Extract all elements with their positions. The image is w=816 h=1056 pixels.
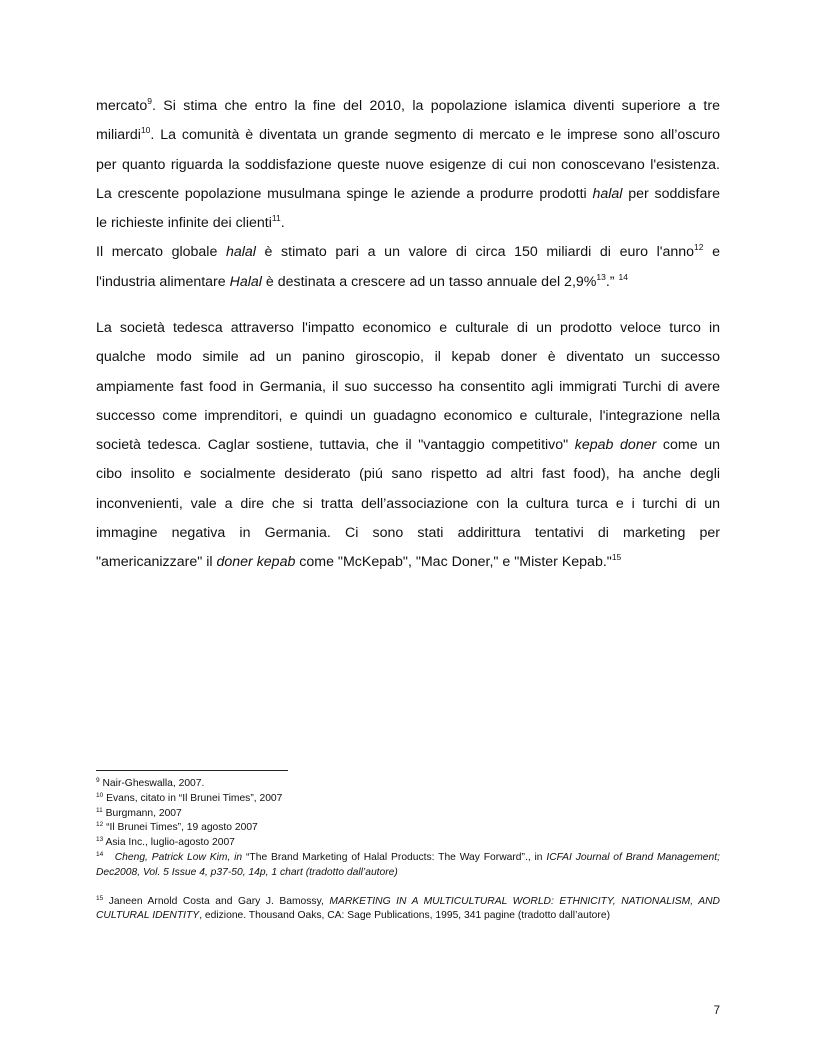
text-line: l'industria alimentare Halal è destinata a crescere ad un tasso annuale del 2,9%$^{13}$.” $^{14}$ (96, 271, 628, 290)
footnote-10: $^{10}$ Evans, citato in “Il Brunei Times”, 2007 (96, 791, 283, 804)
text-line: "americanizzare" il doner kepab come "McKepab", "Mac Doner," e "Mister Kepab."$^{15}$ (96, 552, 622, 571)
text-line: successo come imprenditori, e quindi un guadagno economico e culturale, l'integrazione nella (96, 407, 720, 424)
text-line: miliardi$^{10}$. La comunità è diventata un grande segmento di mercato e le imprese sono all’oscuro (96, 125, 720, 144)
text-line: La società tedesca attraverso l'impatto economico e culturale di un prodotto veloce turco in (96, 320, 720, 336)
footnote-11: $^{11}$ Burgmann, 2007 (96, 806, 182, 819)
body-paragraph-1 (96, 92, 720, 297)
text-line: le richieste infinite dei clienti$^{11}$. (96, 213, 285, 232)
text-line: società tedesca. Caglar sostiene, tuttavia, che il "vantaggio competitivo" kepab doner come un (96, 437, 721, 454)
footnote-ref[interactable]: 10 (140, 125, 151, 136)
footnote-ref[interactable]: 13 (596, 271, 606, 282)
text-line: qualche modo simile ad un panino giroscopio, il kepab doner è diventato un successo (96, 349, 720, 366)
footnotes (96, 777, 720, 924)
text-line: La crescente popolazione musulmana spinge le aziende a produrre prodotti halal per soddisfare (96, 185, 720, 202)
footnote-13: $^{13}$ Asia Inc., luglio-agosto 2007 (96, 836, 235, 849)
footnote-14: $^{14}$ Cheng, Patrick Low Kim, in “The Brand Marketing of Halal Products: The Way Forward”., in ICFAI Journal of Brand Management; Dec2008, Vol. 5 Issue 4, p37-50, 14p, 1 chart (tradotto dall’autore) (96, 850, 720, 878)
footnote-15: $^{15}$ Janeen Arnold Costa and Gary J. Bamossy, MARKETING IN A MULTICULTURAL WORLD: ETHNICITY, NATIONALISM, AND CULTURAL IDENTITY, edizione. Thousand Oaks, CA: Sage Publications, 1995, 341 pagine (tradotto dall’autore) (96, 894, 720, 922)
text-line: inconvenienti, vale a dire che si tratta dell’associazione con la cultura turca e i turchi di un (96, 495, 720, 512)
footnote-ref[interactable]: 14 (618, 271, 628, 282)
text-line: per quanto riguarda la soddisfazione queste nuove esigenze di cui non conoscevano l'esistenza. (96, 156, 720, 173)
footnote-ref[interactable]: 15 (611, 552, 622, 563)
footnote-12: $^{12}$ “Il Brunei Times”, 19 agosto 2007 (96, 821, 258, 834)
text-line: immagine negativa in Germania. Ci sono stati addirittura tentativi di marketing per (96, 525, 720, 542)
body-paragraph-2 (96, 314, 720, 578)
footnote-separator (96, 770, 288, 771)
text-line: mercato$^9$. Si stima che entro la fine del 2010, la popolazione islamica diventi superiore a tre (96, 96, 720, 114)
page-number: 7 (713, 1005, 720, 1017)
text-line: ampiamente fast food in Germania, il suo successo ha consentito agli immigrati Turchi di avere (96, 378, 720, 395)
footnote-ref[interactable]: 9 (147, 96, 152, 106)
text-line: cibo insolito e socialmente desiderato (piú sano rispetto ad altri fast food), ha anche degli (96, 466, 720, 483)
footnote-ref[interactable]: 11 (271, 213, 281, 224)
footnote-ref[interactable]: 12 (694, 242, 704, 253)
footnote-9: $^9$ Nair-Gheswalla, 2007. (96, 777, 205, 789)
text-line: Il mercato globale halal è stimato pari a un valore di circa 150 miliardi di euro l'anno$^{12}$ e (96, 242, 720, 261)
